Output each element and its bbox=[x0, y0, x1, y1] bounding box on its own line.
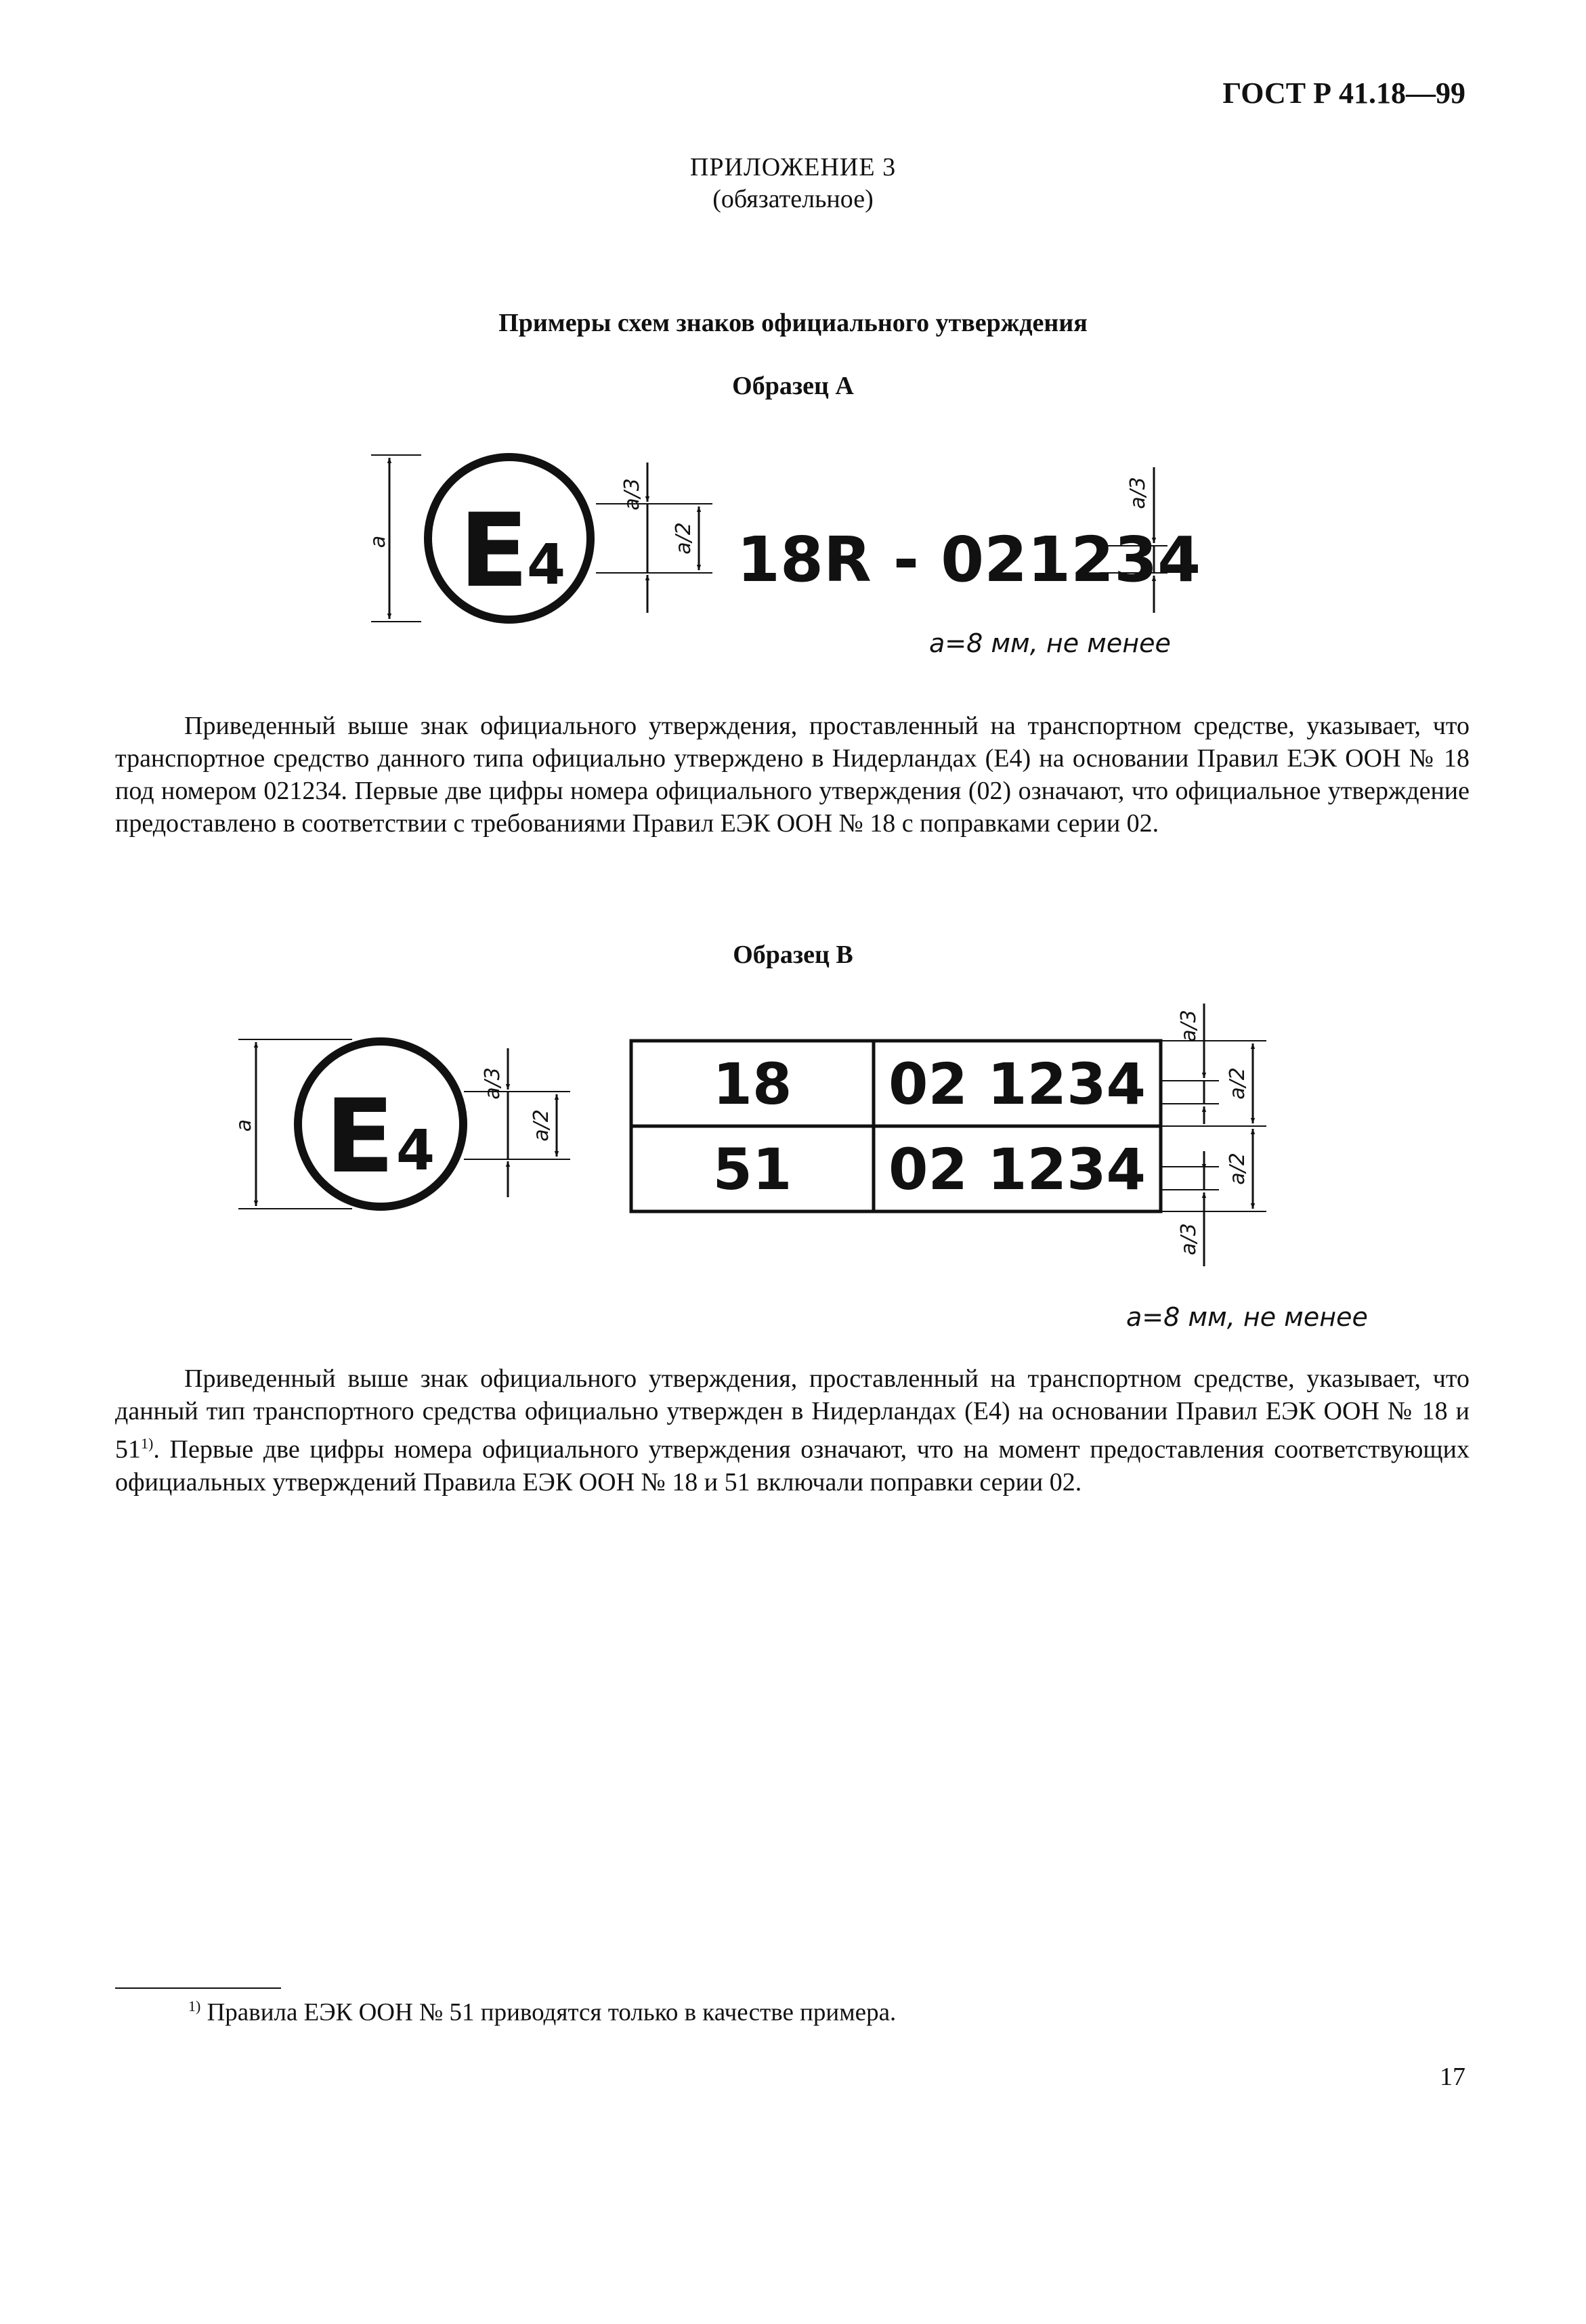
sample-a-paragraph: Приведенный выше знак официального утверждения, проставленный на транспортном средстве, указывает, что транспортное средство данного типа официально утверждено в Нидерландах (Е4) на основании Правил ЕЭК ООН № 18 под номером 021234. Первые две цифры номера официального утверждения (02) означают, что официальное утверждение предоставлено в соответствии с требованиями Правил ЕЭК ООН № 18 с поправками серии 02. bbox=[115, 712, 1470, 838]
approval-number: 18R - 021234 bbox=[737, 523, 1201, 596]
sample-b-paragraph bbox=[115, 1362, 1470, 1499]
footnote-marker: 1) bbox=[188, 1998, 201, 2015]
sample-b-country-code: 4 bbox=[396, 1119, 435, 1183]
appendix-status: (обязательное) bbox=[712, 185, 874, 213]
sample-a-dim-a: a bbox=[366, 535, 390, 548]
table-row-2-regulation: 51 bbox=[712, 1136, 792, 1203]
sample-b-paragraph-tail: . Первые две цифры номера официального утверждения означают, что на момент предоставления соответствующих официальных утверждений Правила ЕЭК ООН № 18 и 51 включали поправки серии 02. bbox=[115, 1435, 1470, 1497]
sample-a-mark-letter: E bbox=[459, 492, 529, 610]
footnote-rule bbox=[115, 1987, 281, 1989]
section-title: Примеры схем знаков официального утверждения bbox=[498, 309, 1088, 337]
sample-a-note: a=8 мм, не менее bbox=[929, 628, 1171, 658]
sample-b-dim-a2-bottom: a/2 bbox=[1226, 1153, 1249, 1185]
sample-a-dim-a3-right: a/3 bbox=[1126, 477, 1150, 509]
table-row-2-approval: 02 1234 bbox=[888, 1136, 1146, 1203]
sample-a-dim-a2: a/2 bbox=[672, 522, 695, 555]
sample-b-dim-a2: a/2 bbox=[530, 1109, 553, 1142]
sample-b-dim-a: a bbox=[232, 1119, 256, 1132]
footnote-text: Правила ЕЭК ООН № 51 приводятся только в качестве примера. bbox=[207, 1998, 897, 2027]
page-number: 17 bbox=[1440, 2063, 1465, 2091]
table-row-1-approval: 02 1234 bbox=[888, 1051, 1146, 1117]
sample-a-country-code: 4 bbox=[527, 533, 566, 597]
sample-b-title: Образец В bbox=[733, 941, 853, 969]
table-row-1-regulation: 18 bbox=[712, 1051, 792, 1117]
sample-b-dim-a3: a/3 bbox=[481, 1067, 505, 1100]
sample-b-dim-a2-top: a/2 bbox=[1226, 1067, 1249, 1100]
document-code: ГОСТ Р 41.18—99 bbox=[1222, 77, 1465, 110]
sample-b-dim-a3-bottom: a/3 bbox=[1177, 1223, 1201, 1255]
sample-b-mark-letter: E bbox=[325, 1078, 395, 1196]
sample-a-dim-a3: a/3 bbox=[620, 478, 644, 511]
footnote-reference[interactable]: 1) bbox=[141, 1435, 154, 1452]
sample-b-dim-a3-top: a/3 bbox=[1177, 1010, 1201, 1042]
appendix-title: ПРИЛОЖЕНИЕ 3 bbox=[689, 153, 897, 181]
footnote bbox=[188, 1998, 896, 2027]
sample-b-paragraph-text: Приведенный выше знак официального утверждения, проставленный на транспортном средстве, указывает, что данный тип транспортного средства официально утвержден в Нидерландах (Е4) на основании Правил ЕЭК ООН № 18 и 51 bbox=[115, 1364, 1470, 1464]
sample-a-title: Образец А bbox=[732, 372, 854, 400]
sample-b-note: a=8 мм, не менее bbox=[1126, 1302, 1368, 1332]
